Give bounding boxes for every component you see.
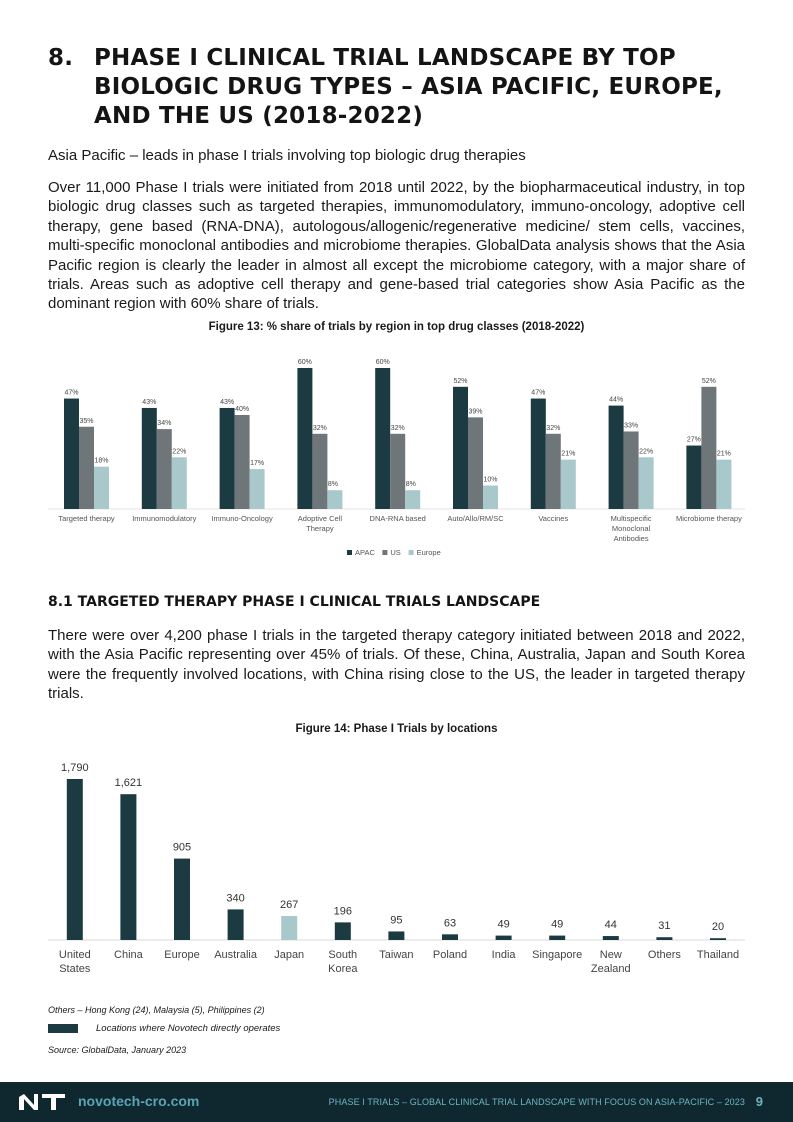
- section-lead: Asia Pacific – leads in phase I trials involving top biologic drug therapies: [48, 147, 526, 164]
- fig13-bar-value-label: 22%: [639, 448, 654, 456]
- fig13-category-label: Multispecific: [610, 514, 652, 523]
- fig14-bar: [603, 936, 619, 940]
- fig14-bar-value-label: 49: [497, 918, 510, 931]
- fig13-category-label: Targeted therapy: [58, 514, 115, 523]
- section-heading: [48, 44, 748, 131]
- fig14-bar-value-label: 20: [711, 921, 725, 934]
- fig13-bar-value-label: 60%: [297, 359, 312, 366]
- fig14-bar: [120, 794, 136, 940]
- fig13-bar-value-label: 32%: [390, 424, 405, 432]
- fig13-bar: [157, 429, 172, 509]
- fig13-category-label: Therapy: [306, 524, 334, 533]
- fig13-bar: [561, 460, 576, 509]
- fig13-bar-value-label: 52%: [701, 377, 716, 385]
- fig14-category-label: United: [58, 949, 91, 961]
- section-title: PHASE I CLINICAL TRIAL LANDSCAPE BY TOP BIOLOGIC DRUG TYPES – ASIA PACIFIC, EUROPE, AND THE US (2018-2022): [94, 45, 723, 129]
- fig13-bar: [624, 431, 639, 509]
- fig13-bar: [94, 467, 109, 509]
- fig14-category-label: States: [59, 963, 91, 975]
- fig13-bar-value-label: 39%: [468, 408, 483, 416]
- fig13-bar: [468, 417, 483, 509]
- fig14-category-label: South: [328, 949, 358, 961]
- fig14-bar: [335, 922, 351, 940]
- fig14-category-label: Thailand: [696, 949, 740, 961]
- fig14-bar: [228, 909, 244, 940]
- subsection-paragraph: There were over 4,200 phase I trials in the targeted therapy category initiated between 2018 and 2022, with the Asia Pacific representing over 45% of trials. Of these, China, Australia, Japan and South Korea were the frequently involved locations, with China rising close to the US, the leader in targeted therapy trials.: [48, 627, 745, 703]
- fig13-bar-value-label: 32%: [312, 424, 327, 432]
- fig14-category-label: Europe: [164, 949, 200, 961]
- fig13-bar: [79, 427, 94, 509]
- fig14-category-label: Others: [647, 949, 681, 961]
- fig13-bar-value-label: 18%: [94, 457, 109, 465]
- fig13-bar-value-label: 33%: [624, 422, 639, 430]
- fig14-category-label: Korea: [328, 963, 358, 975]
- fig13-bar-value-label: 43%: [142, 398, 157, 406]
- fig14-bar-value-label: 1,790: [61, 762, 89, 774]
- fig14-bar-value-label: 905: [172, 841, 192, 854]
- fig14-bar-value-label: 63: [443, 917, 457, 930]
- fig13-bar: [639, 457, 654, 509]
- fig14-category-label: Australia: [214, 949, 257, 961]
- fig14-bar-value-label: 196: [333, 905, 352, 918]
- section-number: 8.: [48, 45, 74, 71]
- fig13-bar: [686, 446, 701, 509]
- fig14-bar: [281, 916, 297, 940]
- figure-14-title: Figure 14: Phase I Trials by locations: [295, 723, 498, 735]
- fig14-bar-value-label: 49: [551, 918, 564, 931]
- fig13-bar-value-label: 21%: [561, 450, 576, 458]
- fig13-bar: [483, 486, 498, 510]
- fig13-legend-swatch: [409, 550, 414, 555]
- page-number: 9: [755, 1094, 763, 1109]
- fig13-bar: [701, 387, 716, 509]
- fig14-bar-value-label: 340: [226, 892, 245, 905]
- fig13-category-label: Antibodies: [613, 534, 649, 543]
- fig13-bar: [250, 469, 265, 509]
- fig13-bar: [220, 408, 235, 509]
- figure-13-title: Figure 13: % share of trials by region in top drug classes (2018-2022): [208, 321, 585, 333]
- fig13-category-label: Vaccines: [538, 514, 569, 523]
- fig13-legend-label: Europe: [416, 548, 441, 557]
- fig14-bar: [710, 938, 726, 940]
- fig13-legend-swatch: [347, 550, 352, 555]
- fig13-category-label: Auto/Allo/RM/SC: [447, 514, 504, 523]
- fig13-legend-label: US: [390, 548, 401, 557]
- operations-legend-swatch: [48, 1024, 78, 1033]
- fig13-bar-value-label: 60%: [375, 359, 390, 366]
- fig14-bar-value-label: 31: [658, 920, 671, 933]
- fig13-category-label: Monoclonal: [611, 524, 651, 533]
- fig14-category-label: Taiwan: [379, 949, 414, 961]
- operations-legend: [48, 1023, 280, 1034]
- source-note: Source: GlobalData, January 2023: [48, 1045, 187, 1055]
- fig13-bar: [172, 457, 187, 509]
- fig13-bar-value-label: 22%: [172, 448, 187, 456]
- fig14-bar: [549, 936, 565, 940]
- fig14-category-label: Singapore: [532, 949, 583, 961]
- fig14-category-label: India: [491, 949, 516, 961]
- fig14-bar-value-label: 44: [604, 919, 617, 932]
- fig14-bar: [442, 934, 458, 940]
- fig13-bar-value-label: 52%: [453, 377, 468, 385]
- fig13-category-label: Immuno-Oncology: [211, 514, 273, 523]
- fig14-bar: [388, 931, 404, 940]
- others-note: Others – Hong Kong (24), Malaysia (5), Philippines (2): [48, 1005, 265, 1015]
- fig14-bar-value-label: 267: [280, 898, 299, 911]
- fig14-bar: [67, 779, 83, 940]
- fig13-bar: [142, 408, 157, 509]
- fig14-bar-value-label: 1,621: [114, 777, 143, 790]
- fig13-bar-value-label: 27%: [686, 436, 701, 444]
- fig13-bar: [405, 490, 420, 509]
- fig13-bar: [531, 399, 546, 509]
- fig13-bar: [327, 490, 342, 509]
- fig13-bar-value-label: 47%: [531, 389, 546, 397]
- fig13-bar-value-label: 35%: [79, 417, 94, 425]
- fig14-category-label: New: [599, 949, 622, 961]
- novotech-logo-icon: [18, 1093, 66, 1111]
- fig14-bar: [496, 936, 512, 940]
- fig13-bar-value-label: 8%: [405, 481, 416, 489]
- figure-13-chart: [0, 340, 793, 565]
- fig14-bar: [656, 937, 672, 940]
- fig13-bar-value-label: 47%: [64, 389, 79, 397]
- fig13-category-label: Adoptive Cell: [297, 514, 343, 523]
- section-paragraph: Over 11,000 Phase I trials were initiated from 2018 until 2022, by the biopharmaceutical industry, in top biologic drug classes such as targeted therapies, immunomodulatory, immuno-oncology, adoptive cell therapy, gene based (RNA-DNA), autologous/allogenic/regenerative medicine/ stem cells, vaccines, multi-specific monoclonal antibodies and microbiome therapies. GlobalData analysis shows that the Asia Pacific region is clearly the leader in almost all except the microbiome category, with a major share of trials. Areas such as adoptive cell therapy and gene-based trial categories show Asia Pacific as the dominant region with 60% share of trials.: [48, 179, 745, 313]
- figure-14-chart: [0, 750, 793, 990]
- fig13-bar-value-label: 21%: [716, 450, 731, 458]
- fig13-bar: [312, 434, 327, 509]
- fig13-bar-value-label: 43%: [220, 398, 235, 406]
- fig13-legend-swatch: [382, 550, 387, 555]
- fig13-bar-value-label: 10%: [483, 476, 498, 484]
- subsection-title: 8.1 TARGETED THERAPY PHASE I CLINICAL TRIALS LANDSCAPE: [48, 594, 541, 610]
- fig13-legend-label: APAC: [355, 548, 375, 557]
- fig14-bar: [174, 859, 190, 940]
- footer-website-link[interactable]: novotech-cro.com: [78, 1093, 200, 1109]
- fig13-bar: [390, 434, 405, 509]
- fig13-bar: [546, 434, 561, 509]
- footer-running-title: PHASE I TRIALS – GLOBAL CLINICAL TRIAL LANDSCAPE WITH FOCUS ON ASIA-PACIFIC – 2023: [328, 1097, 745, 1107]
- fig13-bar: [297, 368, 312, 509]
- page-footer: [0, 1082, 793, 1122]
- fig13-bar-value-label: 44%: [609, 396, 624, 404]
- fig14-category-label: Japan: [274, 949, 305, 961]
- fig13-bar-value-label: 17%: [250, 460, 265, 468]
- fig14-category-label: China: [114, 949, 143, 961]
- fig13-bar-value-label: 32%: [546, 424, 561, 432]
- fig13-bar: [375, 368, 390, 509]
- fig14-bar-value-label: 95: [390, 914, 403, 927]
- fig13-bar-value-label: 8%: [327, 481, 339, 489]
- fig13-bar: [64, 399, 79, 509]
- fig13-bar: [453, 387, 468, 509]
- fig13-category-label: Immunomodulatory: [132, 514, 197, 523]
- fig13-bar: [235, 415, 250, 509]
- fig13-bar-value-label: 40%: [235, 406, 250, 413]
- fig14-category-label: Zealand: [590, 963, 631, 975]
- fig14-category-label: Poland: [432, 949, 468, 961]
- fig13-category-label: DNA-RNA based: [369, 514, 426, 523]
- operations-legend-label: Locations where Novotech directly operates: [96, 1023, 281, 1034]
- fig13-bar: [609, 406, 624, 509]
- fig13-bar-value-label: 34%: [157, 420, 172, 428]
- fig13-category-label: Microbiome therapy: [675, 514, 742, 523]
- fig13-bar: [716, 460, 731, 509]
